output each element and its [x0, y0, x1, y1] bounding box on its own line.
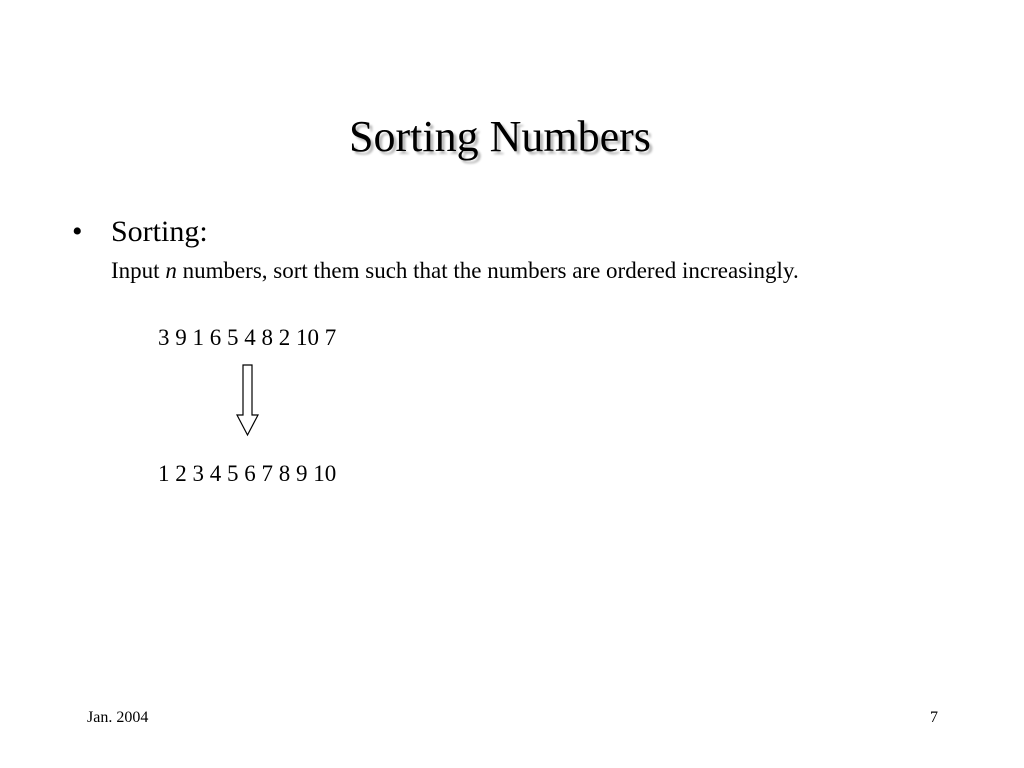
slide-title: Sorting Numbers — [349, 112, 651, 161]
description-text-before: Input — [111, 258, 166, 283]
down-arrow-icon — [236, 364, 260, 438]
footer-date: Jan. 2004 — [87, 709, 149, 726]
sorted-sequence: 1 2 3 4 5 6 7 8 9 10 — [158, 461, 337, 486]
description-variable: n — [165, 258, 177, 283]
page-number: 7 — [930, 709, 938, 726]
bullet-marker: • — [72, 215, 83, 248]
problem-description — [111, 256, 799, 286]
description-text-after: numbers, sort them such that the numbers are ordered increasingly. — [176, 258, 799, 283]
bullet-heading: Sorting: — [111, 215, 208, 248]
unsorted-sequence: 3 9 1 6 5 4 8 2 10 7 — [158, 325, 337, 350]
